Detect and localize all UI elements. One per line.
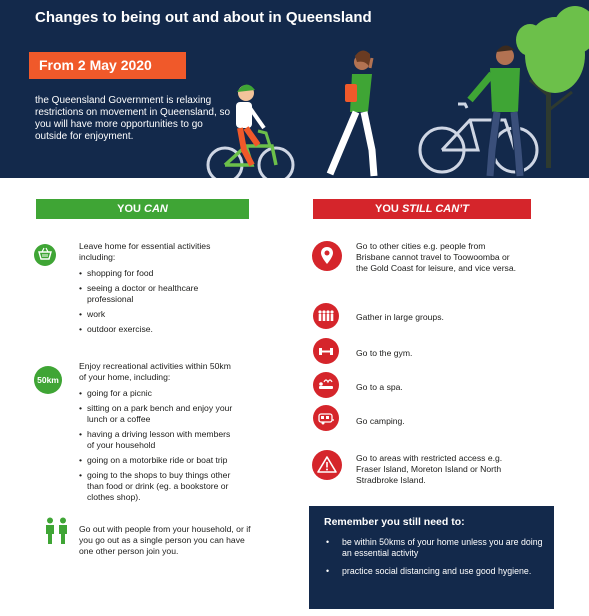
can-item-company xyxy=(79,524,251,557)
list-item: • sitting on a park bench and enjoy your lunch or a coffee xyxy=(79,403,239,425)
intro-text: the Queensland Government is relaxing restrictions on movement in Queensland, so you will have more opportunities to go outside for enjoyment. xyxy=(35,95,231,142)
list-item: • be within 50kms of your home unless you are doing an essential activity xyxy=(324,537,554,559)
hero-banner xyxy=(0,0,589,178)
cant-item-spa xyxy=(356,382,521,393)
can-item-recreation xyxy=(79,361,239,507)
cant-item-gym xyxy=(356,348,521,359)
shopping-basket-icon xyxy=(34,244,56,266)
list-item: • work xyxy=(79,309,239,320)
you-can-prefix: YOU xyxy=(117,203,145,215)
list-item: • practice social distancing and use good hygiene. xyxy=(324,566,554,577)
warning-icon xyxy=(312,450,342,480)
remember-heading: Remember you still need to: xyxy=(324,516,465,528)
page-title: Changes to being out and about in Queensland xyxy=(35,9,372,26)
list-item: • going on a motorbike ride or boat trip xyxy=(79,455,239,466)
caravan-icon xyxy=(313,405,339,431)
you-cant-emphasis: STILL CAN’T xyxy=(401,203,469,215)
can-item-text: Go out with people from your household, or if you go out as a single person you can have one other person join you. xyxy=(79,524,251,556)
you-cant-prefix: YOU xyxy=(375,203,402,215)
list-item: • outdoor exercise. xyxy=(79,324,239,335)
you-can-heading xyxy=(36,199,249,219)
recreation-list xyxy=(79,388,239,503)
50km-label: 50km xyxy=(37,375,59,385)
hero-illustration xyxy=(0,0,589,178)
cant-item-groups xyxy=(356,312,521,323)
cant-item-text: Go camping. xyxy=(356,416,405,426)
gym-icon xyxy=(313,338,339,364)
cant-item-text: Go to a spa. xyxy=(356,382,403,392)
list-item: • seeing a doctor or healthcare professional xyxy=(79,283,239,305)
two-people-icon xyxy=(42,517,70,545)
can-item-text: Enjoy recreational activities within 50km of your home, including: xyxy=(79,361,231,382)
cant-item-text: Gather in large groups. xyxy=(356,312,444,322)
cant-item-text: Go to the gym. xyxy=(356,348,413,358)
list-item: • going for a picnic xyxy=(79,388,239,399)
list-item: • going to the shops to buy things other than food or drink (eg. a bookstore or clothes shop). xyxy=(79,470,239,503)
cant-item-text: Go to other cities e.g. people from Brisbane cannot travel to Toowoomba or the Gold Coast for leisure, and vice versa. xyxy=(356,241,517,273)
can-item-text: Leave home for essential activities including: xyxy=(79,241,211,262)
list-item: • having a driving lesson with members of your household xyxy=(79,429,239,451)
you-still-cant-heading xyxy=(313,199,531,219)
essential-list xyxy=(79,268,239,335)
remember-box xyxy=(309,506,554,609)
spa-icon xyxy=(313,372,339,398)
cant-item-camping xyxy=(356,416,521,427)
location-pin-icon xyxy=(312,241,342,271)
cant-item-text: Go to areas with restricted access e.g. Fraser Island, Moreton Island or North Stradbroke Island. xyxy=(356,453,503,485)
crowd-icon xyxy=(313,303,339,329)
remember-list xyxy=(324,537,554,577)
cant-item-travel xyxy=(356,241,521,274)
you-can-emphasis: CAN xyxy=(144,203,168,215)
date-badge: From 2 May 2020 xyxy=(29,52,186,79)
cant-item-restricted xyxy=(356,453,521,486)
can-item-essential xyxy=(79,241,239,339)
50km-radius-icon xyxy=(34,366,62,394)
list-item: • shopping for food xyxy=(79,268,239,279)
